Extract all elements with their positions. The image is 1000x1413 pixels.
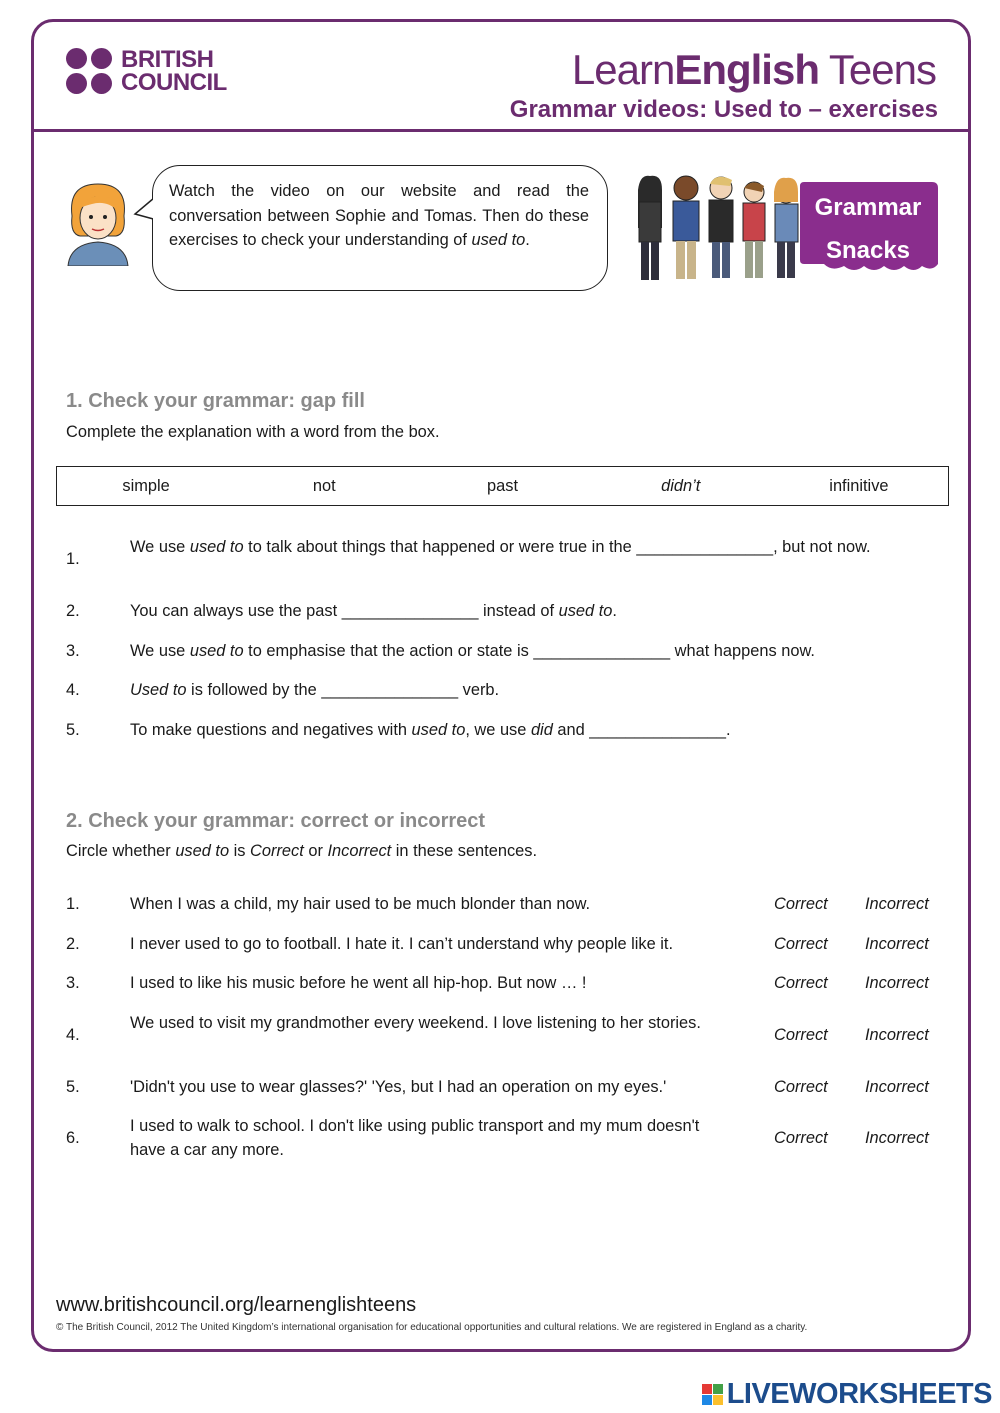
- word-box-item: didn’t: [661, 476, 701, 495]
- word-box-item: past: [487, 476, 518, 495]
- question-number: 3.: [66, 642, 80, 660]
- badge-grammar-label: Grammar: [814, 194, 922, 221]
- option-incorrect[interactable]: Incorrect: [865, 1129, 929, 1147]
- grammar-snacks-badge-icon: [632, 168, 942, 288]
- option-correct[interactable]: Correct: [774, 935, 828, 953]
- option-incorrect[interactable]: Incorrect: [865, 895, 929, 913]
- question-text: We use used to to talk about things that happened or were true in the _______________, but not now.: [130, 538, 871, 556]
- header-divider: [31, 129, 971, 132]
- option-correct[interactable]: Correct: [774, 1129, 828, 1147]
- section1-title: 1. Check your grammar: gap fill: [66, 390, 365, 412]
- question-text: Used to is followed by the _______________ verb.: [130, 681, 500, 699]
- footer-url[interactable]: www.britishcouncil.org/learnenglishteens: [56, 1294, 417, 1316]
- question-number: 5.: [66, 721, 80, 739]
- question-number: 2.: [66, 602, 80, 620]
- teen-figure-4-icon: [743, 182, 765, 278]
- question-number: 4.: [66, 681, 80, 699]
- sentence-text: We used to visit my grandmother every weekend. I love listening to her stories.: [130, 1014, 701, 1032]
- sentence-number: 1.: [66, 895, 80, 913]
- brand-teens: Teens: [819, 46, 936, 93]
- sentence-text: I used to like his music before he went all hip-hop. But now … !: [130, 974, 587, 992]
- badge-snacks-label: Snacks: [825, 237, 911, 264]
- footer-copyright: © The British Council, 2012 The United Kingdom’s international organisation for educational opportunities and cultural relations. We are registered in England as a charity.: [56, 1322, 808, 1333]
- sentence-number: 6.: [66, 1129, 80, 1147]
- section2-instruction: Circle whether used to is Correct or Incorrect in these sentences.: [66, 842, 538, 860]
- question-text: You can always use the past _______________ instead of used to.: [130, 602, 617, 620]
- intro-text-end: .: [525, 231, 530, 249]
- sentence-text: I never used to go to football. I hate it. I can’t understand why people like it.: [130, 935, 674, 953]
- sentence-number: 5.: [66, 1078, 80, 1096]
- question-text: We use used to to emphasise that the action or state is _______________ what happens now.: [130, 642, 815, 660]
- sentence-number: 2.: [66, 935, 80, 953]
- liveworksheets-wordmark: LIVEWORKSHEETS: [726, 1378, 992, 1410]
- speech-bubble-tail-icon: [133, 196, 159, 222]
- option-correct[interactable]: Correct: [774, 1026, 828, 1044]
- sentence-text: When I was a child, my hair used to be much blonder than now.: [130, 895, 591, 913]
- brand-english: English: [674, 46, 819, 93]
- brand-learn: Learn: [571, 46, 675, 93]
- liveworksheets-logo: [702, 1378, 992, 1411]
- intro-speech-bubble: [152, 165, 608, 291]
- section1-instruction: Complete the explanation with a word from the box.: [66, 423, 440, 441]
- british-council-dots-icon: [66, 48, 112, 94]
- word-box: [56, 466, 949, 506]
- question-number: 1.: [66, 550, 80, 568]
- org-name-line1: BRITISH: [121, 46, 214, 73]
- teen-figure-1-icon: [638, 176, 662, 280]
- teen-figure-5-icon: [774, 178, 798, 278]
- org-name-line2: COUNCIL: [121, 69, 227, 96]
- word-box-item: not: [312, 476, 336, 495]
- option-incorrect[interactable]: Incorrect: [865, 974, 929, 992]
- sentence-text: I used to walk to school. I don't like using public transport and my mum doesn't have a car any more.: [130, 1117, 700, 1159]
- teen-figure-2-icon: [673, 176, 699, 279]
- question-text: To make questions and negatives with used to, we use did and _______________.: [130, 721, 731, 739]
- teen-figure-3-icon: [709, 177, 733, 278]
- word-box-item: infinitive: [829, 476, 889, 495]
- section2-title: 2. Check your grammar: correct or incorrect: [66, 810, 486, 832]
- intro-text: Watch the video on our website and read the conversation between Sophie and Tomas. Then do these exercises to check your understanding of: [169, 182, 589, 249]
- option-incorrect[interactable]: Incorrect: [865, 935, 929, 953]
- learnenglish-teens-brand: [572, 46, 936, 94]
- sentence-number: 4.: [66, 1026, 80, 1044]
- british-council-logo: [66, 48, 227, 94]
- option-incorrect[interactable]: Incorrect: [865, 1026, 929, 1044]
- sophie-avatar-icon: [62, 178, 134, 266]
- option-incorrect[interactable]: Incorrect: [865, 1078, 929, 1096]
- sentence-text: 'Didn't you use to wear glasses?' 'Yes, but I had an operation on my eyes.': [130, 1078, 667, 1096]
- intro-text-italic: used to: [471, 231, 526, 249]
- sentence-number: 3.: [66, 974, 80, 992]
- word-box-item: simple: [122, 476, 170, 495]
- option-correct[interactable]: Correct: [774, 895, 828, 913]
- liveworksheets-mark-icon: [702, 1384, 723, 1405]
- option-correct[interactable]: Correct: [774, 974, 828, 992]
- option-correct[interactable]: Correct: [774, 1078, 828, 1096]
- page-title: Grammar videos: Used to – exercises: [509, 96, 938, 123]
